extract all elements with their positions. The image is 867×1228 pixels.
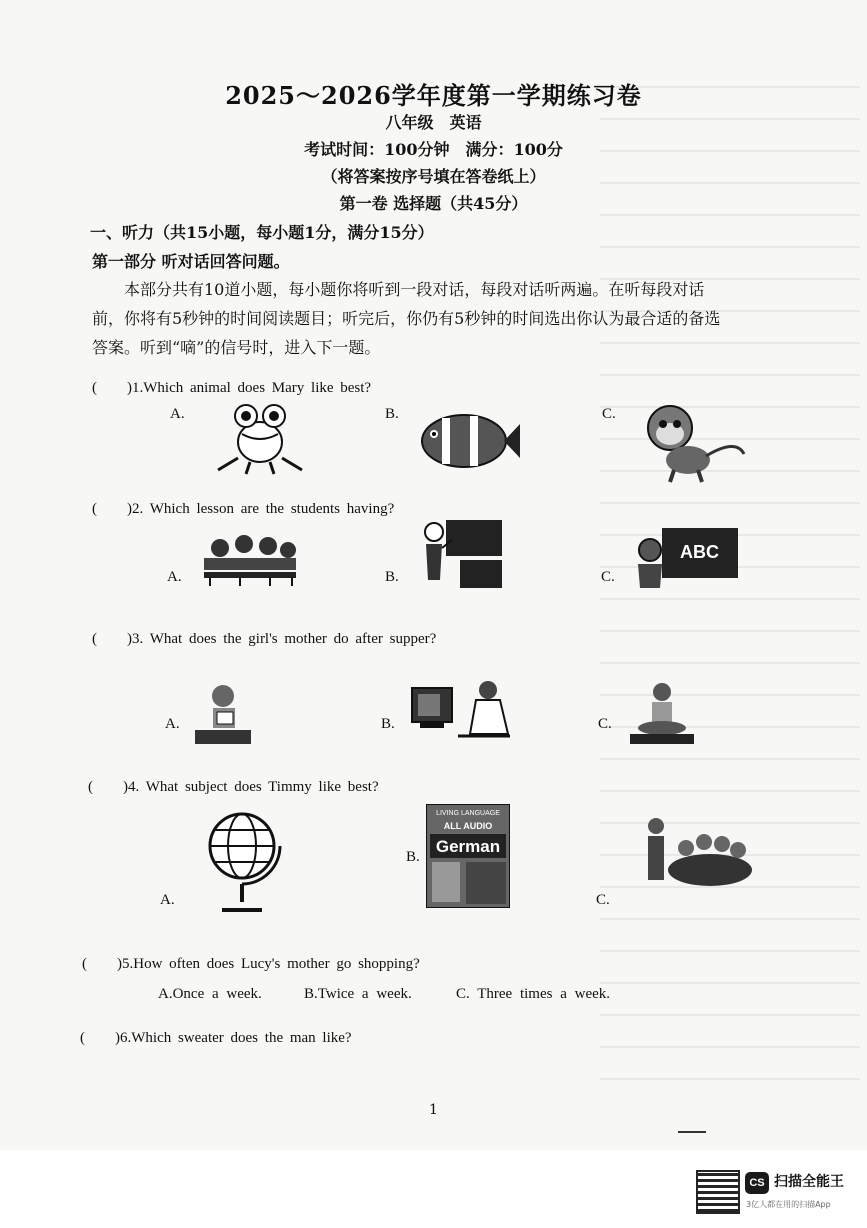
time-score: 考试时间：100分钟 满分：100分 (304, 140, 563, 159)
question-5: ( )5.How often does Lucy's mother go shopping? (82, 956, 420, 972)
option-a: A. (160, 892, 175, 908)
volume-heading: 第一卷 选择题（共45分） (339, 194, 528, 213)
students-group-icon (646, 816, 754, 888)
qr-code-icon (696, 1170, 740, 1214)
book-top-label: LIVING LANGUAGE (436, 810, 500, 817)
watching-tv-icon (410, 678, 512, 746)
sitting-woman-icon (626, 680, 698, 748)
board-text: ABC (680, 542, 719, 562)
part-intro: 本部分共有10道小题，每小题你将听到一段对话，每段对话听两遍。在听每段对话前，你将有5秒钟的时间阅读题目；听完后，你仍有5秒钟的时间选出你认为最合适的备选答案。听到“嘀”的信号时，进入下一题。 (92, 280, 721, 357)
option-a: A. (170, 406, 185, 422)
book-sub-label: ALL AUDIO (443, 821, 493, 831)
option-b: B. (385, 406, 399, 422)
option-c: C. (596, 892, 610, 908)
answer-instruction: （将答案按序号填在答卷纸上） (321, 167, 546, 186)
answer-a: A.Once a week. (158, 986, 262, 1002)
part-heading: 第一部分 听对话回答问题。 (92, 252, 290, 271)
question-3: ( )3. What does the girl's mother do after supper? (92, 631, 437, 647)
monkey-icon (640, 398, 748, 486)
camscanner-logo: CS (745, 1172, 769, 1194)
option-b: B. (381, 716, 395, 732)
teacher-blackboard-icon (418, 518, 504, 590)
frog-icon (210, 398, 310, 476)
page-number: 1 (429, 1102, 438, 1118)
abc-blackboard-icon (632, 526, 740, 590)
students-classroom-icon (200, 532, 300, 586)
section-heading: 一、听力（共15小题，每小题1分，满分15分） (90, 223, 434, 242)
question-2: ( )2. Which lesson are the students having? (92, 501, 395, 517)
book-title: German (435, 837, 501, 856)
grade-subject: 八年级 英语 (385, 113, 482, 132)
exam-title: 2025～2026学年度第一学期练习卷 (225, 81, 642, 110)
option-c: C. (598, 716, 612, 732)
option-b: B. (406, 849, 420, 865)
answer-c: C. Three times a week. (456, 986, 611, 1002)
question-1: ( )1.Which animal does Mary like best? (92, 380, 372, 396)
clownfish-icon (418, 410, 522, 472)
reading-woman-icon (193, 682, 253, 746)
german-book-icon (426, 804, 510, 908)
option-a: A. (167, 569, 182, 585)
option-c: C. (601, 569, 615, 585)
option-c: C. (602, 406, 616, 422)
question-6: ( )6.Which sweater does the man like? (80, 1030, 352, 1046)
pen-mark (678, 1131, 706, 1133)
globe-icon (200, 806, 284, 914)
option-b: B. (385, 569, 399, 585)
scanner-name: 扫描全能王 (774, 1174, 844, 1190)
answer-b: B.Twice a week. (304, 986, 412, 1002)
scanner-tagline: 3亿人都在用的扫描App (746, 1200, 831, 1209)
question-4: ( )4. What subject does Timmy like best? (88, 779, 379, 795)
option-a: A. (165, 716, 180, 732)
